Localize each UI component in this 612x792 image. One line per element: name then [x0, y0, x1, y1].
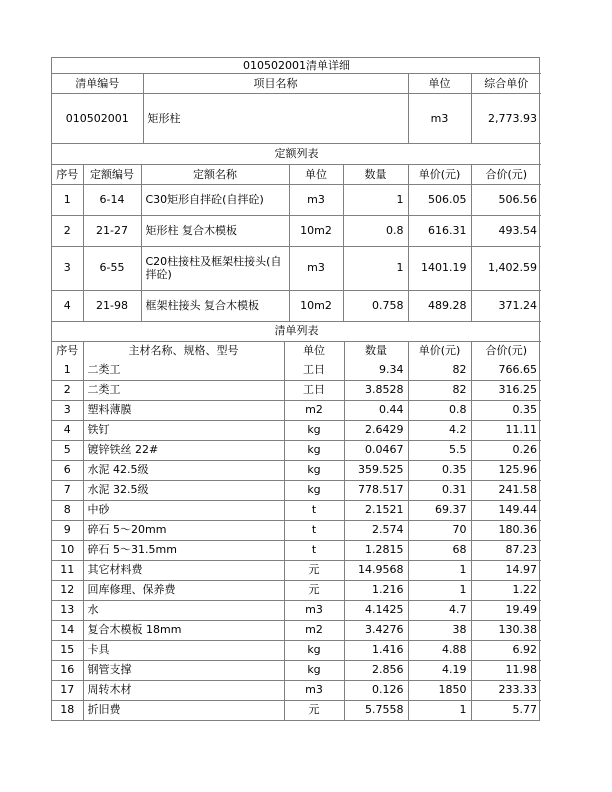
table-row — [52, 540, 541, 560]
summary-cell-unit: m3 — [408, 94, 471, 144]
quota-section-title: 定额列表 — [52, 144, 541, 165]
cell-unit: t — [284, 540, 344, 560]
cell-index: 6 — [52, 460, 83, 480]
summary-data-row — [52, 94, 541, 144]
cell-price: 506.05 — [408, 185, 471, 216]
materials-table — [52, 322, 541, 720]
cell-index: 10 — [52, 540, 83, 560]
summary-header-price: 综合单价 — [471, 74, 541, 94]
cell-index: 16 — [52, 660, 83, 680]
cell-price: 38 — [408, 620, 471, 640]
cell-unit: kg — [284, 660, 344, 680]
cell-price: 1 — [408, 700, 471, 720]
cell-index: 2 — [52, 380, 83, 400]
table-row — [52, 361, 541, 381]
cell-name: 碎石 5～31.5mm — [83, 540, 284, 560]
cell-name: 周转木材 — [83, 680, 284, 700]
materials-header-price: 单价(元) — [408, 341, 471, 361]
table-row — [52, 700, 541, 720]
summary-cell-name: 矩形柱 — [143, 94, 408, 144]
cell-price: 489.28 — [408, 291, 471, 322]
cell-unit: t — [284, 520, 344, 540]
cell-unit: 元 — [284, 580, 344, 600]
cell-price: 1401.19 — [408, 246, 471, 291]
cell-amount: 87.23 — [471, 540, 541, 560]
cell-amount: 149.44 — [471, 500, 541, 520]
cell-index: 5 — [52, 440, 83, 460]
cell-amount: 180.36 — [471, 520, 541, 540]
table-row — [52, 460, 541, 480]
cell-amount: 241.58 — [471, 480, 541, 500]
table-row — [52, 660, 541, 680]
cell-amount: 14.97 — [471, 560, 541, 580]
cell-unit: kg — [284, 480, 344, 500]
cell-amount: 316.25 — [471, 380, 541, 400]
cell-name: 中砂 — [83, 500, 284, 520]
cell-index: 3 — [52, 400, 83, 420]
quota-header-price: 单价(元) — [408, 165, 471, 185]
cell-name: 矩形柱 复合木模板 — [141, 215, 289, 246]
cell-unit: 元 — [284, 700, 344, 720]
table-row — [52, 480, 541, 500]
cell-unit: m3 — [284, 600, 344, 620]
cell-qty: 0.758 — [343, 291, 408, 322]
cell-qty: 2.574 — [344, 520, 408, 540]
summary-cell-price: 2,773.93 — [471, 94, 541, 144]
cell-index: 11 — [52, 560, 83, 580]
table-row — [52, 500, 541, 520]
cell-amount: 233.33 — [471, 680, 541, 700]
cell-amount: 5.77 — [512, 703, 538, 717]
summary-header-code: 清单编号 — [52, 74, 143, 94]
table-row — [52, 600, 541, 620]
cell-price: 4.88 — [408, 640, 471, 660]
cell-qty: 0.126 — [344, 680, 408, 700]
page-title: 010502001清单详细 — [52, 58, 541, 74]
table-row — [52, 185, 541, 216]
cell-name: C20柱接柱及框架柱接头(自拌砼) — [141, 246, 289, 291]
cell-index: 17 — [52, 680, 83, 700]
cell-name: C30矩形自拌砼(自拌砼) — [141, 185, 289, 216]
cell-amount: 130.38 — [471, 620, 541, 640]
summary-cell-code: 010502001 — [52, 94, 143, 144]
table-row — [52, 380, 541, 400]
materials-rows — [52, 361, 541, 720]
cell-index: 4 — [52, 291, 83, 322]
cell-qty: 2.856 — [344, 660, 408, 680]
cell-price: 82 — [408, 380, 471, 400]
materials-section-title: 清单列表 — [52, 322, 541, 342]
cost-detail-table — [51, 57, 540, 721]
cell-qty: 359.525 — [344, 460, 408, 480]
cell-amount: 19.49 — [471, 600, 541, 620]
cell-qty: 2.1521 — [344, 500, 408, 520]
cell-name: 镀锌铁丝 22# — [83, 440, 284, 460]
table-row — [52, 440, 541, 460]
materials-header-row — [52, 341, 541, 361]
cell-code: 6-55 — [83, 246, 141, 291]
cell-index: 8 — [52, 500, 83, 520]
cell-name: 二类工 — [83, 380, 284, 400]
cell-index: 9 — [52, 520, 83, 540]
cell-qty: 3.8528 — [344, 380, 408, 400]
cell-price: 70 — [408, 520, 471, 540]
cell-amount: 0.35 — [471, 400, 541, 420]
cell-price: 4.19 — [408, 660, 471, 680]
table-row — [52, 520, 541, 540]
quota-header-amount: 合价(元) — [471, 165, 541, 185]
cell-name: 铁钉 — [83, 420, 284, 440]
cell-amount: 6.92 — [471, 640, 541, 660]
cell-index: 1 — [52, 185, 83, 216]
cell-name: 水泥 42.5级 — [83, 460, 284, 480]
cell-name: 其它材料费 — [83, 560, 284, 580]
cell-qty: 9.34 — [344, 361, 408, 381]
cell-code: 21-98 — [83, 291, 141, 322]
materials-section-title-row — [52, 322, 541, 342]
cell-name: 复合木模板 18mm — [83, 620, 284, 640]
cell-name: 碎石 5～20mm — [83, 520, 284, 540]
quota-header-qty: 数量 — [343, 165, 408, 185]
cell-unit: 10m2 — [289, 215, 343, 246]
cell-unit: m3 — [289, 246, 343, 291]
cell-qty: 1 — [343, 246, 408, 291]
cell-unit: kg — [284, 460, 344, 480]
materials-header-amount: 合价(元) — [485, 344, 528, 358]
cell-index: 14 — [52, 620, 83, 640]
cell-amount: 1.22 — [471, 580, 541, 600]
cell-price: 0.8 — [408, 400, 471, 420]
cell-qty: 5.7558 — [344, 700, 408, 720]
cell-index: 18 — [52, 700, 83, 720]
cell-index: 4 — [52, 420, 83, 440]
cell-unit: kg — [284, 440, 344, 460]
materials-header-qty: 数量 — [344, 341, 408, 361]
table-row — [52, 620, 541, 640]
cell-unit: m2 — [284, 620, 344, 640]
summary-table — [52, 58, 541, 144]
cell-price: 69.37 — [408, 500, 471, 520]
cell-unit: m3 — [289, 185, 343, 216]
quota-header-code: 定额编号 — [83, 165, 141, 185]
cell-price: 1850 — [408, 680, 471, 700]
cell-amount: 506.56 — [471, 185, 541, 216]
cell-unit: kg — [284, 640, 344, 660]
cell-name: 折旧费 — [83, 700, 284, 720]
cell-qty: 1.2815 — [344, 540, 408, 560]
cell-unit: 10m2 — [289, 291, 343, 322]
cell-qty: 0.44 — [344, 400, 408, 420]
cell-name: 回库修理、保养费 — [83, 580, 284, 600]
cell-index: 13 — [52, 600, 83, 620]
cell-qty: 0.0467 — [344, 440, 408, 460]
table-row — [52, 215, 541, 246]
cell-unit: 工日 — [284, 361, 344, 381]
cell-price: 0.31 — [408, 480, 471, 500]
cell-code: 6-14 — [83, 185, 141, 216]
materials-header-unit: 单位 — [284, 341, 344, 361]
cell-price: 5.5 — [408, 440, 471, 460]
cell-price: 1 — [408, 580, 471, 600]
quota-rows — [52, 185, 541, 322]
summary-header-row — [52, 74, 541, 94]
cell-index: 1 — [52, 361, 83, 381]
cell-amount: 11.11 — [471, 420, 541, 440]
cell-qty: 3.4276 — [344, 620, 408, 640]
cell-price: 68 — [408, 540, 471, 560]
cell-price: 4.2 — [408, 420, 471, 440]
cell-price: 1 — [408, 560, 471, 580]
cell-amount: 493.54 — [471, 215, 541, 246]
table-row — [52, 680, 541, 700]
cell-unit: m3 — [284, 680, 344, 700]
materials-header-name: 主材名称、规格、型号 — [83, 341, 284, 361]
doc-title-row — [52, 58, 541, 74]
cell-code: 21-27 — [83, 215, 141, 246]
cell-name: 钢管支撑 — [83, 660, 284, 680]
cell-index: 3 — [52, 246, 83, 291]
summary-header-unit: 单位 — [408, 74, 471, 94]
cell-price: 4.7 — [408, 600, 471, 620]
cell-name: 卡具 — [83, 640, 284, 660]
cell-index: 7 — [52, 480, 83, 500]
cell-qty: 4.1425 — [344, 600, 408, 620]
cell-unit: t — [284, 500, 344, 520]
cell-unit: 元 — [284, 560, 344, 580]
table-row — [52, 420, 541, 440]
table-row — [52, 246, 541, 291]
cell-index: 15 — [52, 640, 83, 660]
cell-qty: 1.416 — [344, 640, 408, 660]
quota-header-row — [52, 165, 541, 185]
materials-header-index: 序号 — [52, 341, 83, 361]
cell-qty: 778.517 — [344, 480, 408, 500]
cell-price: 616.31 — [408, 215, 471, 246]
quota-header-name: 定额名称 — [141, 165, 289, 185]
cell-amount: 125.96 — [471, 460, 541, 480]
cell-amount: 11.98 — [471, 660, 541, 680]
cell-qty: 1 — [343, 185, 408, 216]
cell-name: 框架柱接头 复合木模板 — [141, 291, 289, 322]
cell-amount: 371.24 — [471, 291, 541, 322]
table-row — [52, 640, 541, 660]
table-row — [52, 291, 541, 322]
quota-header-index: 序号 — [52, 165, 83, 185]
cell-index: 12 — [52, 580, 83, 600]
cell-index: 2 — [52, 215, 83, 246]
cell-unit: kg — [284, 420, 344, 440]
cell-price: 82 — [408, 361, 471, 381]
cell-qty: 0.8 — [343, 215, 408, 246]
cell-qty: 2.6429 — [344, 420, 408, 440]
table-row — [52, 580, 541, 600]
quota-table — [52, 144, 541, 322]
cell-name: 水泥 32.5级 — [83, 480, 284, 500]
cell-name: 二类工 — [83, 361, 284, 381]
cell-unit: m2 — [284, 400, 344, 420]
cell-amount: 766.65 — [471, 361, 541, 381]
cell-amount: 1,402.59 — [471, 246, 541, 291]
cell-unit: 工日 — [284, 380, 344, 400]
cell-qty: 14.9568 — [344, 560, 408, 580]
table-row — [52, 560, 541, 580]
cell-price: 0.35 — [408, 460, 471, 480]
quota-header-unit: 单位 — [289, 165, 343, 185]
quota-section-title-row — [52, 144, 541, 165]
cell-name: 塑料薄膜 — [83, 400, 284, 420]
cell-amount: 0.26 — [471, 440, 541, 460]
table-row — [52, 400, 541, 420]
summary-header-name: 项目名称 — [143, 74, 408, 94]
cell-qty: 1.216 — [344, 580, 408, 600]
cell-name: 水 — [83, 600, 284, 620]
